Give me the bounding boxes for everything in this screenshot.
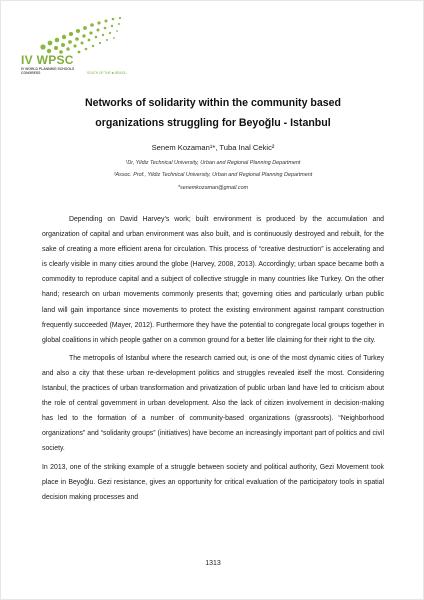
page-number: 1313 — [205, 560, 221, 567]
affiliation-2: ²Assoc. Prof., Yildiz Technical University, Urban and Regional Planning Department — [113, 172, 313, 178]
paragraph-3: In 2013, one of the striking example of a struggle between society and political authority, Gezi Movement took place in Beyoğlu. Gezi resistance, gives an opportunity for critical evaluation of the participatory tools in spatial decision making processes and — [42, 463, 384, 501]
title-line-2: organizations struggling for Beyoğlu - Istanbul — [95, 117, 331, 129]
affiliation-1: ¹Dr, Yildiz Technical University, Urban and Regional Planning Department — [125, 160, 301, 166]
author-email: *senemkozaman@gmail.com — [177, 185, 249, 191]
congress-logo — [21, 7, 151, 92]
paper-body — [42, 212, 384, 508]
paragraph-1: Depending on David Harvey’s work; built environment is produced by the accumulation and organization of capital and urban environment was also built, and is continuously destroyed and rebuilt, for the sake of creating a more efficient arena for circulation. This process of “creative destruction” is accelerating and is clearly visible in many cities around the globe (Harvey, 2008, 2013). Accordingly; urban space became both a commodity to reproduce capital and a subject of collective struggle in many countries like Turkey. On the other hand; research on urban movements commonly presents that; governing cities and particularly urban public land will gain importance since movements to protect the existing environment against rampant construction frequently succeeded (Mayer, 2012). Furthermore they have the potential to congregate local groups together in global coalitions in which people gather on a common ground for a better life claiming for their right to the city. — [42, 216, 384, 344]
logo-subtitle: IV WORLD PLANNING SCHOOLS CONGRESS — [21, 67, 75, 75]
logo-title: IV WPSC — [21, 53, 74, 67]
paper-title — [41, 93, 385, 133]
title-line-1: Networks of solidarity within the community based — [84, 97, 342, 109]
logo-city: SOUTH OF THE ✱ BRAZIL — [87, 71, 127, 75]
authors: Senem Kozaman¹*, Tuba Inal Cekic² — [151, 143, 275, 152]
paragraph-2: The metropolis of Istanbul where the research carried out, is one of the most dynamic cities of Turkey and also a city that these urban re-development politics and struggles revealed itself the most. Considering Istanbul, the practices of urban transformation and privatization of public urban land have led to criticism about the role of central government in urban development. Also the lack of citizen involvement in decision-making has led to the formation of a number of community-based organizations (grassroots). “Neighborhood organizations” and “solidarity groups” (initiatives) have become an increasingly important part of politics and civil society. — [42, 354, 384, 453]
